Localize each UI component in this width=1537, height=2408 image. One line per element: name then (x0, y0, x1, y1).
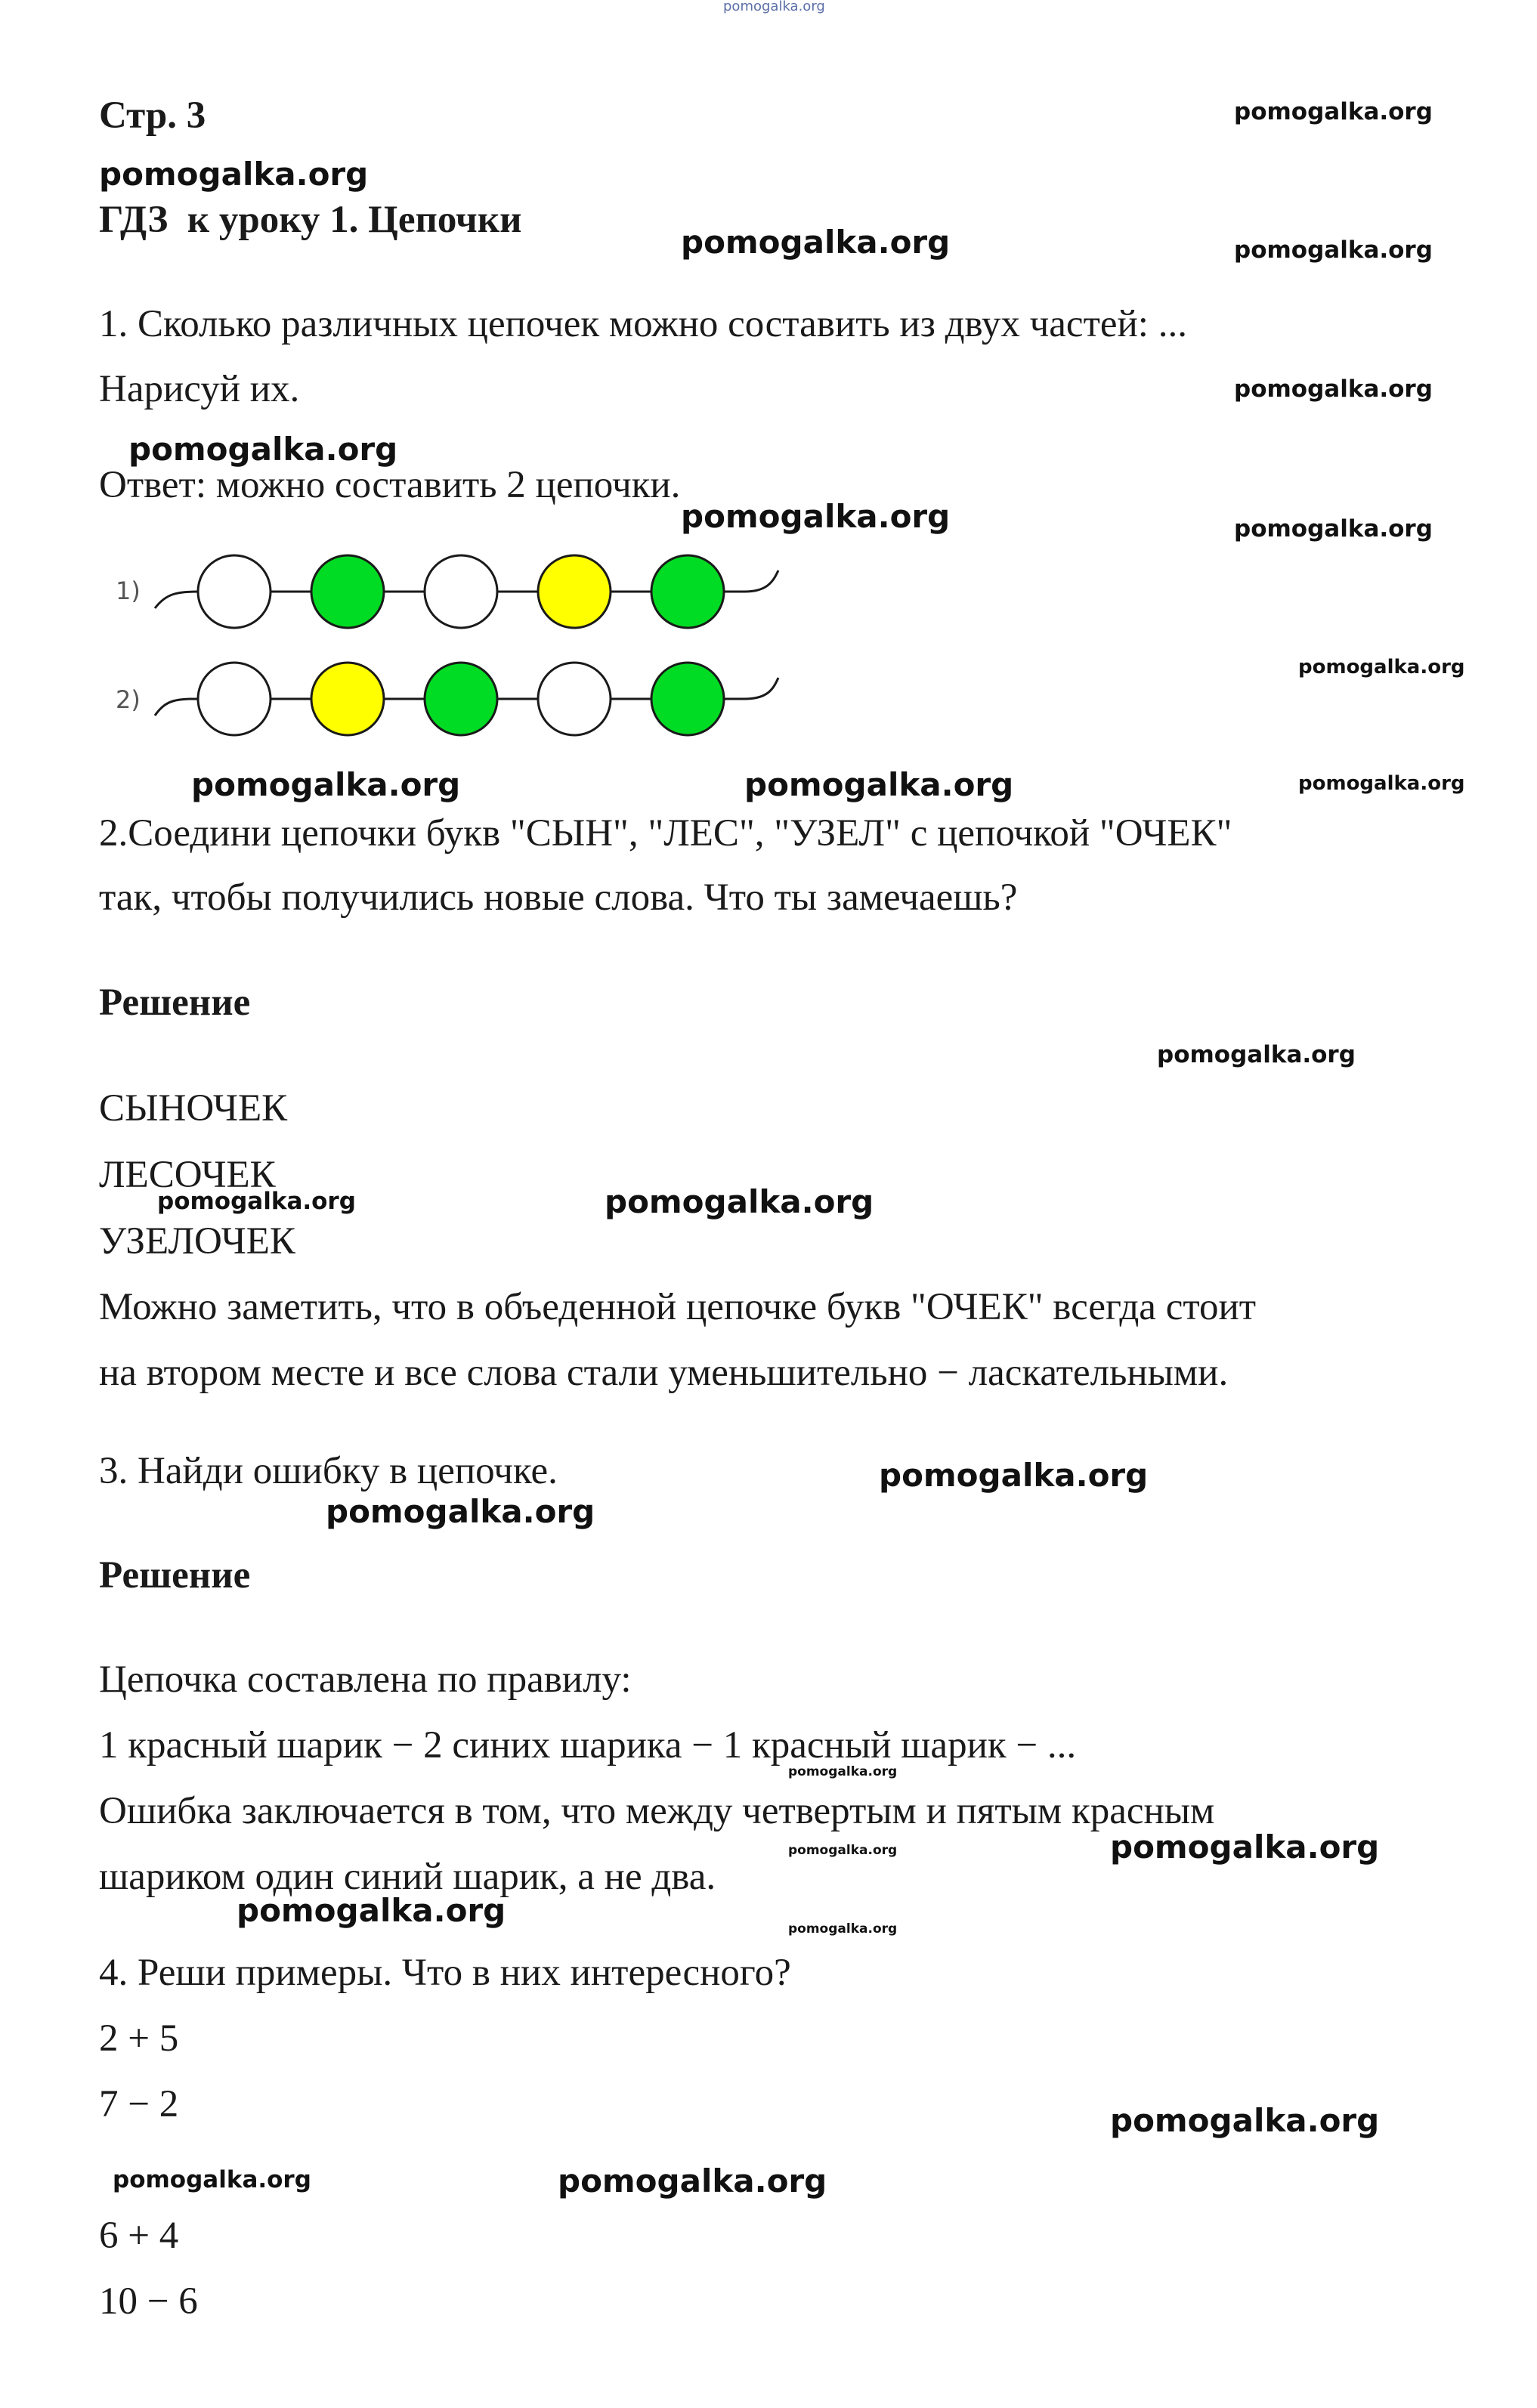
watermark: pomogalka.org (681, 498, 951, 535)
task3-line: шариком один синий шарик, а не два. (99, 1856, 716, 1898)
green-bead (651, 555, 724, 628)
task2-solution-title: Решение (99, 981, 251, 1024)
chains-figure (110, 548, 790, 752)
chain-label: 2) (116, 685, 141, 714)
watermark: pomogalka.org (1234, 236, 1433, 264)
task3-question: 3. Найди ошибку в цепочке. (99, 1450, 558, 1492)
page-title: ГДЗ к уроку 1. Цепочки (99, 199, 522, 241)
watermark: pomogalka.org (788, 1764, 898, 1779)
watermark: pomogalka.org (99, 156, 369, 193)
watermark: pomogalka.org (1234, 515, 1433, 542)
task2-question-cont: так, чтобы получились новые слова. Что ты замечаешь? (99, 876, 1018, 919)
answer-word: СЫНОЧЕК (99, 1087, 288, 1130)
white-bead (198, 555, 271, 628)
task3-line: Цепочка составлена по правилу: (99, 1658, 632, 1701)
task3-solution-title: Решение (99, 1554, 251, 1597)
answer-word: ЛЕСОЧЕК (99, 1154, 276, 1196)
top-site-label: pomogalka.org (723, 0, 825, 14)
watermark: pomogalka.org (681, 224, 951, 261)
watermark: pomogalka.org (237, 1892, 506, 1929)
watermark: pomogalka.org (744, 766, 1014, 803)
chain-label: 1) (116, 576, 141, 605)
watermark: pomogalka.org (1234, 98, 1433, 125)
example: 10 − 6 (99, 2280, 198, 2323)
answer-word: УЗЕЛОЧЕК (99, 1220, 295, 1263)
watermark: pomogalka.org (605, 1183, 874, 1220)
task1-answer: Ответ: можно составить 2 цепочки. (99, 464, 681, 506)
watermark: pomogalka.org (879, 1457, 1149, 1494)
task3-line: Ошибка заключается в том, что между четвертым и пятым красным (99, 1790, 1215, 1832)
watermark: pomogalka.org (113, 2166, 311, 2193)
task2-note: Можно заметить, что в объеденной цепочке букв "ОЧЕК" всегда стоит (99, 1286, 1257, 1328)
task2-note-cont: на втором месте и все слова стали уменьшительно − ласкательными. (99, 1352, 1229, 1394)
green-bead (425, 663, 497, 735)
example: 7 − 2 (99, 2083, 179, 2125)
white-bead (425, 555, 497, 628)
green-bead (311, 555, 384, 628)
task4-question: 4. Реши примеры. Что в них интересного? (99, 1952, 791, 1994)
watermark: pomogalka.org (1298, 772, 1465, 795)
task3-line: 1 красный шарик − 2 синих шарика − 1 красный шарик − ... (99, 1724, 1077, 1767)
task1-question: 1. Сколько различных цепочек можно составить из двух частей: ... (99, 303, 1187, 345)
watermark: pomogalka.org (1298, 656, 1465, 679)
watermark: pomogalka.org (191, 766, 461, 803)
watermark: pomogalka.org (558, 2162, 827, 2199)
watermark: pomogalka.org (157, 1188, 356, 1215)
green-bead (651, 663, 724, 735)
chain-1 (198, 555, 746, 628)
watermark: pomogalka.org (1234, 376, 1433, 403)
watermark: pomogalka.org (326, 1493, 595, 1530)
watermark: pomogalka.org (128, 431, 398, 468)
chain-string-start (155, 592, 200, 608)
example: 2 + 5 (99, 2017, 179, 2060)
example: 6 + 4 (99, 2215, 179, 2257)
watermark: pomogalka.org (1110, 2102, 1380, 2139)
page-number: Стр. 3 (99, 94, 206, 137)
task2-question: 2.Соедини цепочки букв "СЫН", "ЛЕС", "УЗЕЛ" с цепочкой "ОЧЕК" (99, 812, 1232, 855)
task1-question-cont: Нарисуй их. (99, 368, 300, 410)
watermark: pomogalka.org (1110, 1828, 1380, 1866)
white-bead (198, 663, 271, 735)
chain-string-start (155, 699, 200, 716)
chain-string-end (744, 570, 778, 592)
chain-string-end (744, 678, 778, 699)
chain-2 (198, 663, 746, 735)
yellow-bead (538, 555, 611, 628)
watermark: pomogalka.org (788, 1843, 898, 1858)
white-bead (538, 663, 611, 735)
yellow-bead (311, 663, 384, 735)
watermark: pomogalka.org (788, 1921, 898, 1937)
watermark: pomogalka.org (1157, 1041, 1356, 1068)
